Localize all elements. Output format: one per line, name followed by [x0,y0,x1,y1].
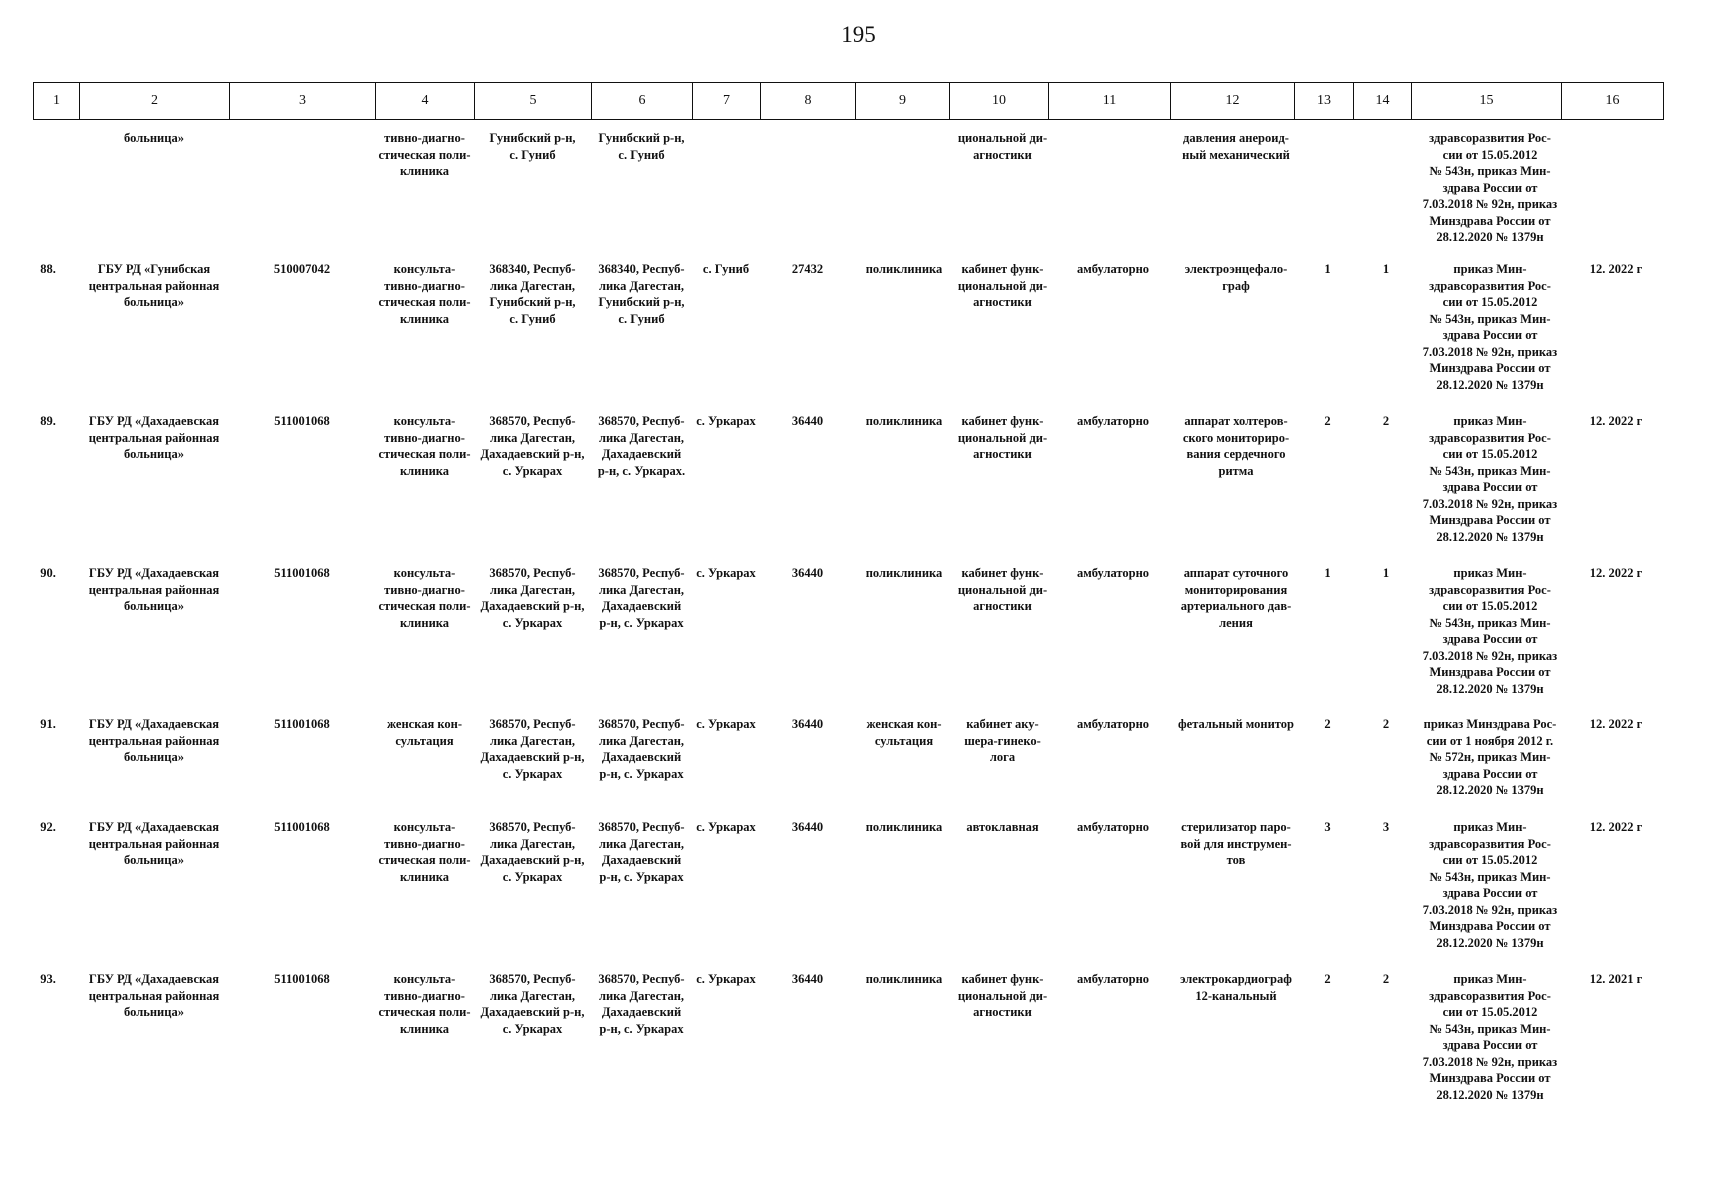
org-code: 511001068 [274,717,330,731]
row-number: 89. [40,414,56,428]
unit-name: поликлиника [865,972,943,986]
quantity-needed: 2 [1382,972,1390,986]
care-mode: амбулаторно [1076,717,1150,731]
device-name: давления анероид- ный механический [1182,131,1290,162]
care-mode: амбулаторно [1076,820,1150,834]
legal-basis: приказ Мин- здравсоразвития Рос- сии от 15.05.2012 № 543н, приказ Мин- здрава России от 7.03.2018 № 92н, приказ Минздрава России от 28.12.2020 № 1379н [1422,414,1558,544]
actual-address: 368570, Респуб- лика Дагестан, Дахадаевский р-н, с. Уркарах [598,566,685,630]
legal-address: 368570, Респуб- лика Дагестан, Дахадаевский р-н, с. Уркарах [480,414,585,478]
quantity-planned: 3 [1324,820,1331,834]
care-mode: амбулаторно [1076,972,1150,986]
room-name: кабинет функ- циональной ди- агностики [957,566,1048,613]
target-date: 12. 2022 г [1589,414,1643,428]
header-cell: 2 [80,83,230,120]
header-row [34,83,1664,120]
org-name: ГБУ РД «Дахадаевская центральная районная больница» [88,717,220,764]
header-cell: 13 [1295,83,1354,120]
actual-address: 368570, Респуб- лика Дагестан, Дахадаевский р-н, с. Уркарах [598,820,685,884]
org-name: ГБУ РД «Дахадаевская центральная районная больница» [88,566,220,613]
header-cell: 4 [376,83,475,120]
legal-basis: приказ Мин- здравсоразвития Рос- сии от 15.05.2012 № 543н, приказ Мин- здрава России от 7.03.2018 № 92н, приказ Минздрава России от 28.12.2020 № 1379н [1422,820,1558,950]
locality-code: 27432 [791,262,824,276]
locality: с. Гуниб [702,262,750,276]
locality: с. Уркарах [696,972,756,986]
header-cell: 12 [1171,83,1295,120]
legal-address: 368570, Респуб- лика Дагестан, Дахадаевский р-н, с. Уркарах [480,820,585,884]
target-date: 12. 2021 г [1589,972,1643,986]
device-name: аппарат холтеров- ского мониториро- вания сердечного ритма [1182,414,1290,478]
locality-code: 36440 [791,820,824,834]
legal-address: 368340, Респуб- лика Дагестан, Гунибский р-н, с. Гуниб [489,262,576,326]
header-cell: 3 [230,83,376,120]
device-name: электроэнцефало- граф [1184,262,1288,293]
org-code: 511001068 [274,414,330,428]
header-cell: 11 [1049,83,1171,120]
quantity-planned: 2 [1324,414,1331,428]
row-number: 91. [40,717,56,731]
legal-address: 368570, Респуб- лика Дагестан, Дахадаевский р-н, с. Уркарах [480,972,585,1036]
org-name: больница» [124,131,184,145]
locality: с. Уркарах [696,566,756,580]
row-number: 92. [40,820,56,834]
legal-address: 368570, Респуб- лика Дагестан, Дахадаевский р-н, с. Уркарах [480,717,585,781]
legal-basis: здравсоразвития Рос- сии от 15.05.2012 № 543н, приказ Мин- здрава России от 7.03.2018 № 92н, приказ Минздрава России от 28.12.2020 № 1379н [1422,131,1558,244]
actual-address: 368570, Респуб- лика Дагестан, Дахадаевский р-н, с. Уркарах [598,717,685,781]
legal-basis: приказ Мин- здравсоразвития Рос- сии от 15.05.2012 № 543н, приказ Мин- здрава России от 7.03.2018 № 92н, приказ Минздрава России от 28.12.2020 № 1379н [1422,262,1558,392]
device-name: электрокардиограф 12-канальный [1180,972,1292,1003]
unit-name: поликлиника [865,414,943,428]
quantity-needed: 2 [1382,717,1390,731]
header-cell: 5 [475,83,592,120]
device-name: стерилизатор паро- вой для инструмен- тов [1180,820,1292,867]
room-name: автоклавная [966,820,1039,834]
device-name: аппарат суточного мониторирования артериального дав- ления [1180,566,1292,630]
org-code: 511001068 [274,566,330,580]
org-name: ГБУ РД «Дахадаевская центральная районная больница» [88,414,220,461]
quantity-needed: 1 [1382,566,1390,580]
quantity-needed: 2 [1382,414,1390,428]
actual-address: Гунибский р-н, с. Гуниб [598,131,685,162]
target-date: 12. 2022 г [1589,262,1643,276]
division-type: консульта- тивно-диагно- стическая поли- клиника [378,262,471,326]
org-name: ГБУ РД «Гунибская центральная районная больница» [88,262,220,309]
org-code: 511001068 [274,820,330,834]
care-mode: амбулаторно [1076,414,1150,428]
target-date: 12. 2022 г [1589,566,1643,580]
division-type: консульта- тивно-диагно- стическая поли- клиника [378,566,471,630]
actual-address: 368570, Респуб- лика Дагестан, Дахадаевский р-н, с. Уркарах [598,972,685,1036]
locality-code: 36440 [791,717,824,731]
locality-code: 36440 [791,414,824,428]
quantity-planned: 1 [1324,262,1331,276]
room-name: кабинет функ- циональной ди- агностики [957,414,1048,461]
division-type: женская кон- сультация [387,717,462,748]
header-cell: 9 [856,83,950,120]
legal-address: Гунибский р-н, с. Гуниб [489,131,576,162]
header-cell: 10 [950,83,1049,120]
quantity-planned: 2 [1324,717,1331,731]
locality-code: 36440 [791,566,824,580]
quantity-needed: 3 [1382,820,1390,834]
quantity-planned: 2 [1324,972,1331,986]
division-type: тивно-диагно- стическая поли- клиника [378,131,471,178]
unit-name: поликлиника [865,820,943,834]
division-type: консульта- тивно-диагно- стическая поли- клиника [378,414,471,478]
page-number: 195 [841,22,876,47]
division-type: консульта- тивно-диагно- стическая поли- клиника [378,820,471,884]
target-date: 12. 2022 г [1589,820,1643,834]
care-mode: амбулаторно [1076,566,1150,580]
unit-name: женская кон- сультация [866,717,942,748]
legal-basis: приказ Мин- здравсоразвития Рос- сии от 15.05.2012 № 543н, приказ Мин- здрава России от 7.03.2018 № 92н, приказ Минздрава России от 28.12.2020 № 1379н [1422,972,1558,1102]
row-number: 90. [40,566,56,580]
org-code: 511001068 [274,972,330,986]
org-name: ГБУ РД «Дахадаевская центральная районная больница» [88,820,220,867]
legal-address: 368570, Респуб- лика Дагестан, Дахадаевский р-н, с. Уркарах [480,566,585,630]
org-name: ГБУ РД «Дахадаевская центральная районная больница» [88,972,220,1019]
quantity-planned: 1 [1324,566,1331,580]
header-cell: 8 [761,83,856,120]
legal-basis: приказ Мин- здравсоразвития Рос- сии от 15.05.2012 № 543н, приказ Мин- здрава России от 7.03.2018 № 92н, приказ Минздрава России от 28.12.2020 № 1379н [1422,566,1558,696]
legal-basis: приказ Минздрава Рос- сии от 1 ноября 2012 г. № 572н, приказ Мин- здрава России от 28.12.2020 № 1379н [1423,717,1557,797]
org-code: 510007042 [273,262,331,276]
device-name: фетальный монитор [1178,717,1294,731]
header-cell: 16 [1562,83,1664,120]
room-name: кабинет аку- шера-гинеко- лога [964,717,1041,764]
unit-name: поликлиника [865,566,943,580]
actual-address: 368340, Респуб- лика Дагестан, Гунибский р-н, с. Гуниб [598,262,685,326]
locality: с. Уркарах [696,717,756,731]
row-number: 88. [40,262,56,276]
header-cell: 7 [693,83,761,120]
room-name: кабинет функ- циональной ди- агностики [957,262,1048,309]
room-name: кабинет функ- циональной ди- агностики [957,972,1048,1019]
room-name: циональной ди- агностики [957,131,1048,162]
header-cell: 15 [1412,83,1562,120]
row-number: 93. [40,972,56,986]
column-header-table [33,82,1664,120]
locality: с. Уркарах [696,820,756,834]
target-date: 12. 2022 г [1589,717,1643,731]
header-cell: 1 [34,83,80,120]
header-cell: 6 [592,83,693,120]
locality-code: 36440 [791,972,824,986]
actual-address: 368570, Респуб- лика Дагестан, Дахадаевский р-н, с. Уркарах. [597,414,686,478]
care-mode: амбулаторно [1076,262,1150,276]
locality: с. Уркарах [696,414,756,428]
quantity-needed: 1 [1382,262,1390,276]
header-cell: 14 [1354,83,1412,120]
unit-name: поликлиника [865,262,943,276]
division-type: консульта- тивно-диагно- стическая поли- клиника [378,972,471,1036]
